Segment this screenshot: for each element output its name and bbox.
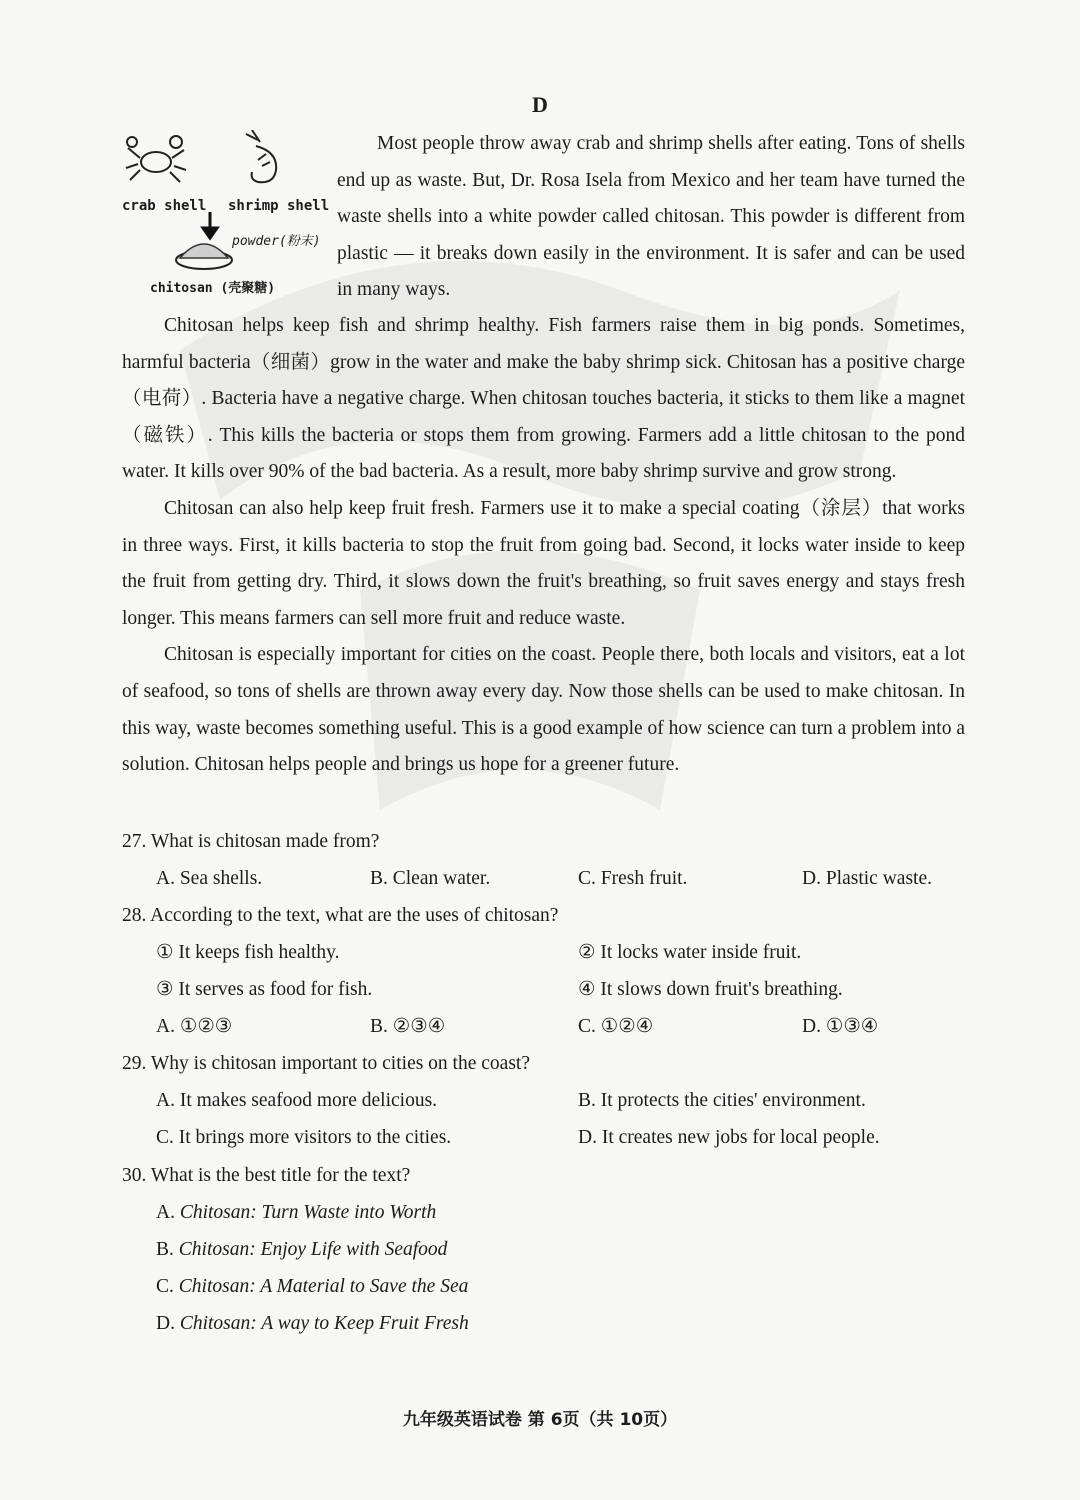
powder-icon <box>176 244 232 269</box>
chitosan-label: chitosan (壳聚糖) <box>150 281 276 296</box>
page-footer: 九年级英语试卷 第 6页（共 10页） <box>402 1410 678 1430</box>
option-c[interactable]: C. Fresh fruit. <box>578 868 688 889</box>
option-a[interactable] <box>122 1194 965 1231</box>
options-row-2 <box>122 1119 965 1156</box>
crab-icon <box>126 136 186 182</box>
statement-1: ① It keeps fish healthy. <box>156 942 340 963</box>
option-text: Chitosan: A Material to Save the Sea <box>178 1276 469 1297</box>
statement-2: ② It locks water inside fruit. <box>578 942 802 963</box>
intro-paragraph: Most people throw away crab and shrimp shells after eating. Tons of shells end up as waste. But, Dr. Rosa Isela from Mexico and her team have turned the waste shells into a white powder called chitosan. This powder is different from plastic — it breaks down easily in the environment. It is safer and can be used in many ways. <box>337 133 965 301</box>
paragraph-fish: Chitosan helps keep fish and shrimp healthy. Fish farmers raise them in big ponds. Sometimes, harmful bacteria（细菌）grow in the water and make the baby shrimp sick. Chitosan has a positive charge（电荷）. Bacteria have a negative charge. When chitosan touches bacteria, it sticks to them like a magnet（磁铁）. This kills the bacteria or stops them from growing. Farmers add a little chitosan to the pond water. It kills over 90% of the bad bacteria. As a result, more baby shrimp survive and grow strong. <box>122 315 965 483</box>
statements-row-1 <box>122 934 965 971</box>
option-a[interactable]: A. Sea shells. <box>156 868 263 889</box>
options-row-1 <box>122 1082 965 1119</box>
option-letter: C. <box>156 1276 174 1297</box>
statement-4: ④ It slows down fruit's breathing. <box>578 979 843 1000</box>
option-d[interactable] <box>122 1305 965 1342</box>
powder-label: powder(粉末) <box>232 234 321 249</box>
shrimp-shell-label: shrimp shell <box>228 198 330 214</box>
article-body <box>122 308 965 784</box>
option-b[interactable]: B. Clean water. <box>370 868 491 889</box>
options-row <box>122 860 965 897</box>
question-28 <box>122 897 965 1045</box>
crab-shell-label: crab shell <box>122 198 207 214</box>
question-stem: 28. According to the text, what are the uses of chitosan? <box>122 905 559 926</box>
question-29 <box>122 1045 965 1156</box>
option-a[interactable]: A. It makes seafood more delicious. <box>156 1090 438 1111</box>
question-stem: 30. What is the best title for the text? <box>122 1165 411 1186</box>
option-b[interactable]: B. ②③④ <box>370 1016 446 1037</box>
question-stem: 27. What is chitosan made from? <box>122 831 380 852</box>
option-c[interactable]: C. It brings more visitors to the cities. <box>156 1127 452 1148</box>
section-letter: D <box>532 92 548 117</box>
option-text: Chitosan: A way to Keep Fruit Fresh <box>179 1313 469 1334</box>
option-d[interactable]: D. It creates new jobs for local people. <box>578 1127 880 1148</box>
paragraph-coast: Chitosan is especially important for cities on the coast. People there, both locals and visitors, eat a lot of seafood, so tons of shells are thrown away every day. Now those shells can be used to make chitosan. In this way, waste becomes something useful. This is a good example of how science can turn a problem into a solution. Chitosan helps people and brings us hope for a greener future. <box>122 644 965 776</box>
statements-row-2 <box>122 971 965 1008</box>
paragraph-fruit: Chitosan can also help keep fruit fresh. Farmers use it to make a special coating（涂层）that works in three ways. First, it kills bacteria to stop the fruit from going bad. Second, it locks water inside to keep the fruit from getting dry. Third, it slows down the fruit's breathing, so fruit saves energy and stays fresh longer. This means farmers can sell more fruit and reduce waste. <box>122 497 965 629</box>
statement-3: ③ It serves as food for fish. <box>156 979 373 1000</box>
option-b[interactable] <box>122 1231 965 1268</box>
down-arrow-icon <box>203 212 217 238</box>
option-b[interactable]: B. It protects the cities' environment. <box>578 1090 866 1111</box>
option-letter: A. <box>156 1202 175 1223</box>
chitosan-figure <box>118 130 333 305</box>
option-d[interactable]: D. Plastic waste. <box>802 868 932 889</box>
option-letter: D. <box>156 1313 175 1334</box>
option-c[interactable] <box>122 1268 965 1305</box>
option-c[interactable]: C. ①②④ <box>578 1016 654 1037</box>
option-text: Chitosan: Enjoy Life with Seafood <box>178 1239 448 1260</box>
shrimp-icon <box>246 130 276 182</box>
question-27 <box>122 823 965 897</box>
option-letter: B. <box>156 1239 174 1260</box>
question-stem: 29. Why is chitosan important to cities on the coast? <box>122 1053 530 1074</box>
options-row <box>122 1008 965 1045</box>
option-text: Chitosan: Turn Waste into Worth <box>179 1202 437 1223</box>
option-a[interactable]: A. ①②③ <box>156 1016 233 1037</box>
question-30 <box>122 1157 965 1342</box>
option-d[interactable]: D. ①③④ <box>802 1016 879 1037</box>
